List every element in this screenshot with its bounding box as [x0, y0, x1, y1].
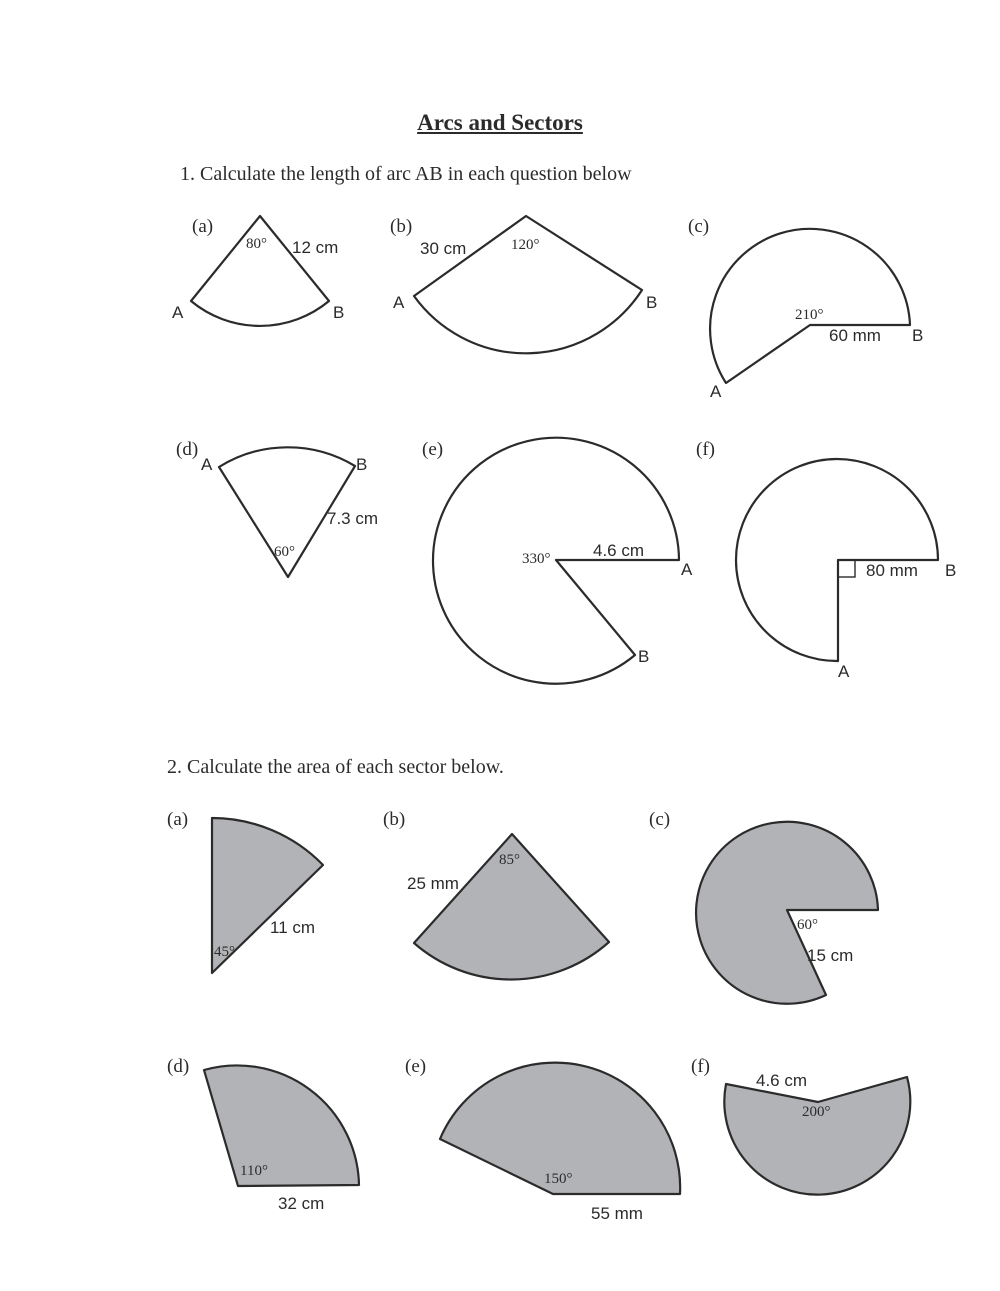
- q1a-point-a: A: [172, 303, 184, 322]
- q1b-radius: 30 cm: [420, 239, 467, 258]
- q2a-angle: 45°: [214, 944, 235, 960]
- q1f-point-a: A: [838, 662, 850, 681]
- q1f-label: (f): [696, 439, 715, 460]
- q1a-label: (a): [192, 216, 214, 237]
- q2f-label: (f): [691, 1056, 710, 1077]
- q1c-sector: [688, 216, 923, 401]
- q1f-point-b: B: [945, 561, 957, 580]
- q1e-label: (e): [422, 439, 444, 460]
- q2a-radius: 11 cm: [270, 918, 316, 937]
- q2f-sector: [691, 1056, 910, 1195]
- q1c-outline: [710, 229, 910, 383]
- q2b-sector: [383, 809, 609, 979]
- q2f-radius: 4.6 cm: [756, 1071, 808, 1090]
- q1b-angle: 120°: [511, 237, 540, 253]
- q1e-point-b: B: [638, 647, 650, 666]
- q2f-angle: 200°: [802, 1104, 831, 1120]
- q2c-radius: 15 cm: [807, 946, 854, 965]
- q2c-sector: [649, 809, 878, 1004]
- q1f-outline: [736, 459, 938, 661]
- q2a-label: (a): [167, 809, 189, 830]
- q2a-sector: [167, 809, 323, 973]
- q1f-sector: [696, 439, 956, 681]
- q1c-point-b: B: [912, 326, 924, 345]
- q1a-point-b: B: [333, 303, 345, 322]
- q1d-radius: 7.3 cm: [327, 509, 379, 528]
- q1d-angle: 60°: [274, 544, 295, 560]
- q1d-sector: [176, 439, 378, 577]
- q1a-sector: [172, 216, 344, 326]
- q2e-radius: 55 mm: [591, 1204, 643, 1223]
- q2d-radius: 32 cm: [278, 1194, 325, 1213]
- right-angle-marker: [838, 560, 855, 577]
- q2b-radius: 25 mm: [407, 874, 459, 893]
- q2d-label: (d): [167, 1056, 190, 1077]
- q2e-sector: [405, 1056, 680, 1223]
- q2e-angle: 150°: [544, 1171, 573, 1187]
- question-1-prompt: 1. Calculate the length of arc AB in each question below: [180, 163, 632, 185]
- q2c-angle: 60°: [797, 917, 818, 933]
- q1e-radius: 4.6 cm: [593, 541, 645, 560]
- q1c-angle: 210°: [795, 307, 824, 323]
- q2b-label: (b): [383, 809, 406, 830]
- q1b-sector: [390, 216, 657, 353]
- q1d-point-b: B: [356, 455, 368, 474]
- q2c-shape: [696, 822, 878, 1004]
- q1e-angle: 330°: [522, 551, 551, 567]
- question-2-prompt: 2. Calculate the area of each sector below.: [167, 756, 504, 778]
- worksheet-title: Arcs and Sectors: [417, 110, 583, 135]
- q2d-sector: [167, 1056, 359, 1213]
- q1c-label: (c): [688, 216, 710, 237]
- q1a-angle: 80°: [246, 236, 267, 252]
- q1b-point-b: B: [646, 293, 658, 312]
- q2d-shape: [204, 1065, 359, 1186]
- q1f-radius: 80 mm: [866, 561, 918, 580]
- q1a-radius: 12 cm: [292, 238, 339, 257]
- q1c-point-a: A: [710, 382, 722, 401]
- q2d-angle: 110°: [240, 1163, 268, 1179]
- q1b-label: (b): [390, 216, 413, 237]
- q2f-shape: [724, 1077, 910, 1195]
- q2c-label: (c): [649, 809, 671, 830]
- q1e-point-a: A: [681, 560, 693, 579]
- q2b-angle: 85°: [499, 852, 520, 868]
- q1c-radius: 60 mm: [829, 326, 881, 345]
- q1d-point-a: A: [201, 455, 213, 474]
- q2e-label: (e): [405, 1056, 427, 1077]
- q1b-point-a: A: [393, 293, 405, 312]
- q1e-sector: [422, 438, 693, 684]
- q1d-label: (d): [176, 439, 199, 460]
